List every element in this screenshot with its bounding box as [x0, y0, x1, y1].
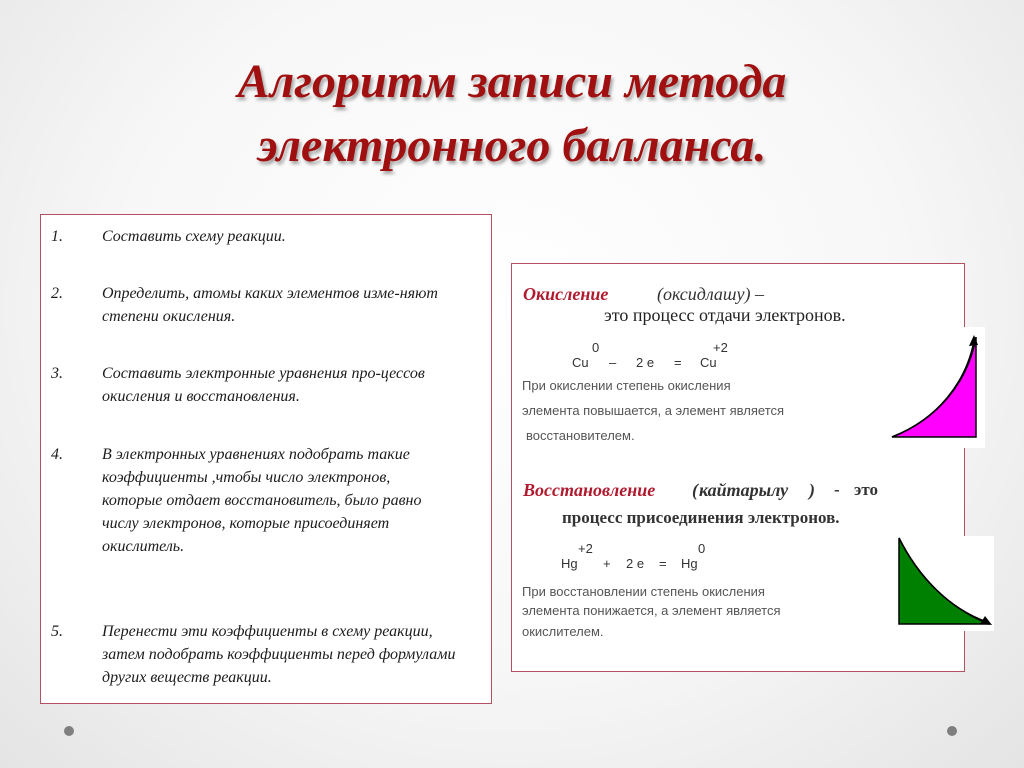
corner-dot-left: [64, 726, 74, 736]
reduction-decrease-figure: [893, 536, 994, 631]
oxidation-local-term: (оксидлашу) –: [657, 284, 764, 304]
oxidation-note-line-3: восстановителем.: [526, 428, 635, 443]
step-number: 2.: [51, 285, 63, 302]
reduction-note-line-1: При восстановлении степень окисления: [522, 584, 765, 599]
reduction-term: Восстановление: [523, 480, 656, 500]
slide-title: [0, 50, 1024, 178]
step-text: Составить схему реакции.: [102, 228, 286, 245]
oxidation-eq-left: Cu: [572, 355, 589, 370]
oxidation-eq-op: –: [609, 355, 617, 370]
oxidation-increase-chart: [878, 327, 985, 448]
reduction-local-term: кайтарылу: [699, 480, 789, 500]
reduction-dash: -: [834, 480, 840, 499]
step-number: 3.: [51, 365, 63, 382]
oxidation-term: Окисление: [523, 284, 609, 304]
oxidation-curve-area: [892, 337, 976, 437]
reduction-eq-left-charge: +2: [578, 541, 593, 556]
reduction-eq-right: Hg: [681, 556, 698, 571]
reduction-word: это: [854, 480, 878, 499]
reduction-definition: процесс присоединения электронов.: [562, 508, 840, 527]
corner-dot-right: [947, 726, 957, 736]
title-line-1: Алгоритм записи метода: [237, 55, 787, 108]
step-text: Определить, атомы каких элементов изме-няют степени окисления.: [102, 285, 438, 325]
oxidation-eq-right: Cu: [700, 355, 717, 370]
oxidation-increase-figure: [878, 327, 985, 448]
step-text: Составить электронные уравнения про-цессов окисления и восстановления.: [102, 365, 425, 405]
reduction-note-line-3: окислителем.: [522, 624, 604, 639]
oxidation-eq-equals: =: [674, 355, 682, 370]
oxidation-eq-right-charge: +2: [713, 340, 728, 355]
reduction-curve-area: [899, 538, 989, 624]
reduction-paren-close: ): [809, 480, 815, 500]
oxidation-definition: это процесс отдачи электронов.: [604, 305, 846, 325]
reduction-eq-electrons: 2 e: [626, 556, 645, 571]
step-number: 5.: [51, 623, 63, 640]
reduction-eq-left: Hg: [561, 556, 578, 571]
reduction-note-line-2: элемента понижается, а элемент является: [522, 603, 781, 618]
oxidation-eq-left-charge: 0: [592, 340, 600, 355]
reduction-eq-right-charge: 0: [698, 541, 706, 556]
step-number: 4.: [51, 446, 63, 463]
oxidation-note-line-1: При окислении степень окисления: [522, 378, 731, 393]
reduction-eq-op: +: [603, 556, 611, 571]
step-text: Перенести эти коэффициенты в схему реакции, затем подобрать коэффициенты перед формулами других веществ реакции.: [102, 623, 456, 686]
step-text: В электронных уравнениях подобрать такие коэффициенты ,чтобы число электронов, которые отдает восстановитель, было равно числу электронов, которые присоединяет окислитель.: [102, 446, 422, 555]
step-number: 1.: [51, 228, 63, 245]
reduction-eq-equals: =: [659, 556, 667, 571]
oxidation-note-line-2: элемента повышается, а элемент является: [522, 403, 785, 418]
reduction-paren-open: (: [692, 480, 698, 500]
algorithm-steps-box: [40, 214, 492, 704]
oxidation-eq-electrons: 2 e: [636, 355, 655, 370]
title-line-2: электронного балланса.: [257, 119, 767, 172]
reduction-decrease-chart: [893, 536, 994, 631]
